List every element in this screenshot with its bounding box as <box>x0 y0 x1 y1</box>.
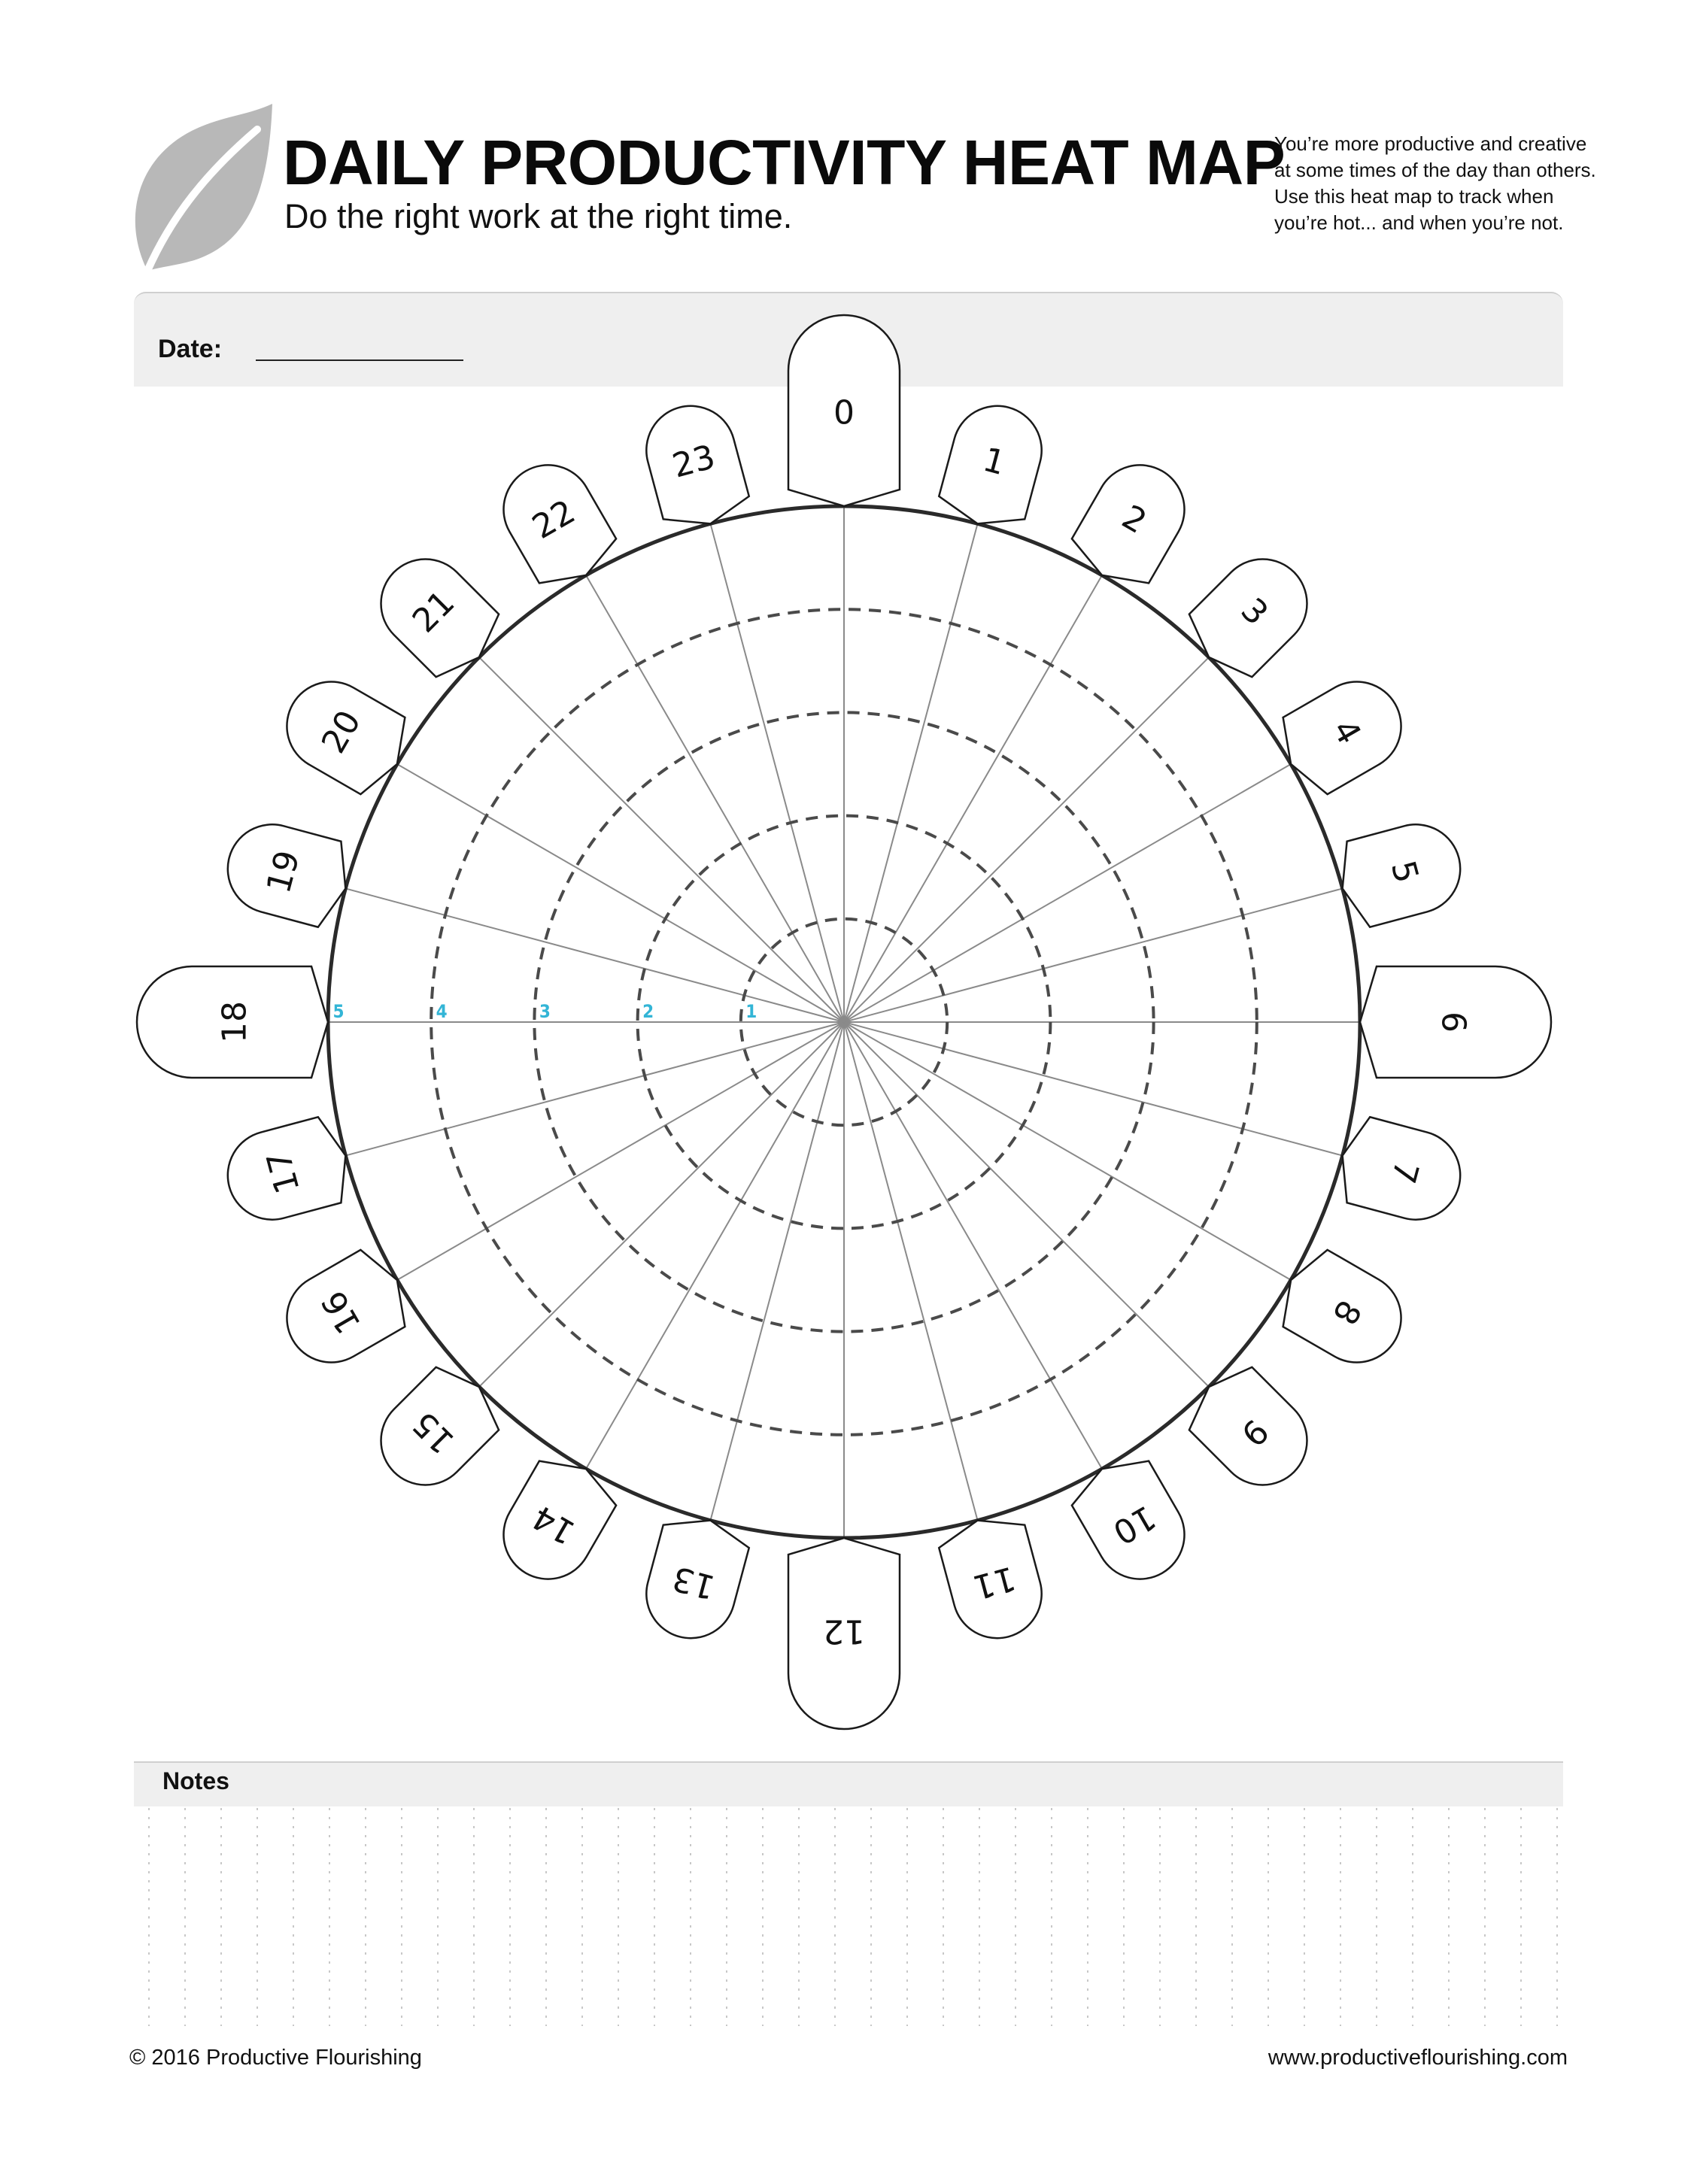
hour-label-12: 12 <box>823 1612 865 1651</box>
hour-spoke-13 <box>710 1022 844 1521</box>
hour-tag-22[interactable] <box>487 449 624 598</box>
hour-spoke-2 <box>844 575 1102 1022</box>
hour-spoke-22 <box>586 575 844 1022</box>
notes-label: Notes <box>162 1767 229 1794</box>
hour-tag-6[interactable] <box>1360 966 1551 1078</box>
intro-text: You’re more productive and creative at some times of the day than others. Use this heat map to track when you’re hot... and when you’re not. <box>1274 132 1596 234</box>
notes-band <box>134 1761 1563 1806</box>
hour-tag-8[interactable] <box>1269 1242 1418 1379</box>
hour-label-11: 11 <box>969 1558 1020 1607</box>
hour-label-20: 20 <box>314 704 369 760</box>
level-label-4: 4 <box>436 1001 448 1022</box>
hour-tag-12[interactable] <box>788 1538 900 1729</box>
hour-label-7: 7 <box>1383 1157 1426 1188</box>
hour-tag-10[interactable] <box>1064 1447 1201 1596</box>
hour-tag-2[interactable] <box>1064 449 1201 598</box>
hour-label-14: 14 <box>526 1497 582 1552</box>
hour-tag-5[interactable] <box>1331 814 1470 931</box>
hour-label-1: 1 <box>979 440 1009 484</box>
hour-label-17: 17 <box>259 1147 308 1198</box>
hour-spoke-11 <box>844 1022 978 1521</box>
hour-spoke-17 <box>345 1022 844 1156</box>
hour-label-0: 0 <box>833 393 855 432</box>
page-subtitle: Do the right work at the right time. <box>284 197 793 235</box>
level-label-2: 2 <box>642 1001 654 1022</box>
level-label-5: 5 <box>332 1001 345 1022</box>
hour-tag-16[interactable] <box>271 1242 420 1379</box>
hour-label-5: 5 <box>1383 857 1426 887</box>
hour-label-18: 18 <box>215 1001 254 1043</box>
hour-label-15: 15 <box>405 1403 463 1461</box>
hour-spoke-1 <box>844 523 978 1022</box>
hour-tag-11[interactable] <box>935 1509 1052 1648</box>
hour-tag-7[interactable] <box>1331 1113 1470 1230</box>
notes-writing-area[interactable] <box>147 1808 1562 2026</box>
hour-spoke-15 <box>479 1022 844 1387</box>
hour-label-8: 8 <box>1325 1293 1369 1331</box>
copyright-text: © 2016 Productive Flourishing <box>129 2046 422 2070</box>
hour-spoke-8 <box>844 1022 1291 1280</box>
hour-label-3: 3 <box>1233 590 1276 633</box>
hour-spoke-7 <box>844 1022 1343 1156</box>
level-label-1: 1 <box>745 1001 757 1022</box>
hour-label-21: 21 <box>405 583 463 641</box>
page-title: DAILY PRODUCTIVITY HEAT MAP <box>283 127 1286 198</box>
hour-label-22: 22 <box>526 492 582 547</box>
hour-tag-4[interactable] <box>1269 666 1418 802</box>
hour-tag-17[interactable] <box>218 1113 357 1230</box>
hour-tag-13[interactable] <box>636 1509 753 1648</box>
hour-spoke-20 <box>397 764 844 1022</box>
hour-spoke-21 <box>479 657 844 1022</box>
level-label-3: 3 <box>539 1001 551 1022</box>
hour-spoke-9 <box>844 1022 1209 1387</box>
hour-label-16: 16 <box>314 1284 369 1340</box>
hour-tag-0[interactable] <box>788 315 900 506</box>
hour-spoke-4 <box>844 764 1291 1022</box>
hour-spoke-5 <box>844 888 1343 1022</box>
hour-spoke-3 <box>844 657 1209 1022</box>
hour-label-9: 9 <box>1233 1411 1276 1454</box>
hour-spoke-23 <box>710 523 844 1022</box>
hour-spoke-19 <box>345 888 844 1022</box>
hour-tag-20[interactable] <box>271 666 420 802</box>
hour-tag-19[interactable] <box>218 814 357 931</box>
hour-label-4: 4 <box>1325 713 1369 751</box>
hour-label-19: 19 <box>259 846 308 897</box>
hour-label-10: 10 <box>1106 1497 1162 1552</box>
hour-tag-18[interactable] <box>137 966 328 1078</box>
hour-tag-23[interactable] <box>636 396 753 535</box>
website-link[interactable]: www.productiveflourishing.com <box>1268 2046 1568 2070</box>
date-label: Date: <box>158 335 223 363</box>
hour-spoke-16 <box>397 1022 844 1280</box>
hour-label-6: 6 <box>1434 1012 1473 1033</box>
hour-label-2: 2 <box>1115 497 1153 541</box>
hour-label-13: 13 <box>668 1558 719 1607</box>
hour-label-23: 23 <box>668 437 719 486</box>
hour-tag-14[interactable] <box>487 1447 624 1596</box>
hour-spoke-14 <box>586 1022 844 1469</box>
hour-spoke-10 <box>844 1022 1102 1469</box>
hour-tag-1[interactable] <box>935 396 1052 535</box>
